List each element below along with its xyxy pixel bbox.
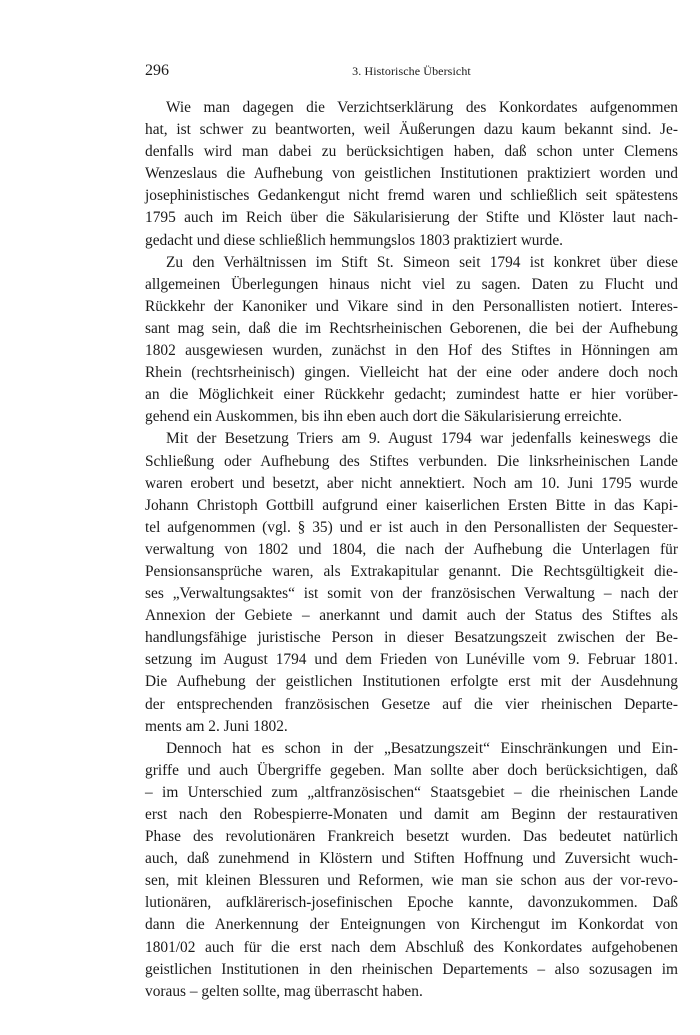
text-line: Die Aufhebung der geistlichen Institutionen erfolgte erst mit der Ausdehnung: [145, 673, 678, 691]
paragraph: [145, 97, 678, 252]
section-title: 3. Historische Übersicht: [352, 64, 471, 78]
text-line: Mit der Besetzung Triers am 9. August 1794 war jedenfalls keineswegs die: [166, 430, 678, 448]
text-line: allgemeinen Überlegungen hinaus nicht viel zu sagen. Daten zu Flucht und: [145, 275, 678, 293]
text-line: Johann Christoph Gottbill aufgrund einer kaiserlichen Ersten Bitte in das Kapi-: [145, 496, 678, 514]
text-line: voraus – gelten sollte, mag überrascht haben.: [145, 982, 423, 1000]
paragraph: [145, 738, 678, 1003]
running-head: [145, 62, 678, 84]
text-line: 1795 auch im Reich über die Säkularisierung der Stifte und Klöster laut nach-: [145, 209, 678, 227]
text-line: Wenzeslaus die Aufhebung von geistlichen Institutionen praktiziert worden und: [145, 165, 678, 183]
text-line: gedacht und diese schließlich hemmungslos 1803 praktiziert wurde.: [145, 231, 564, 249]
text-line: gehend ein Auskommen, bis ihn eben auch dort die Säkularisierung erreichte.: [145, 408, 622, 426]
text-line: denfalls wird man dabei zu berücksichtigen haben, daß schon unter Clemens: [145, 143, 678, 161]
text-line: 1801/02 auch für die erst nach dem Abschluß des Konkordates aufgehobenen: [145, 938, 678, 956]
text-line: waren erobert und besetzt, aber nicht annektiert. Noch am 10. Juni 1795 wurde: [145, 474, 678, 492]
text-line: Phase des revolutionären Frankreich besetzt wurden. Das bedeutet natürlich: [145, 828, 678, 846]
text-line: lutionären, aufklärerisch-josefinischen Epoche kannte, davonzukommen. Daß: [145, 894, 678, 912]
text-line: sen, mit kleinen Blessuren und Reformen, wie man sie schon aus der vor-revo-: [145, 872, 678, 890]
body-text: [145, 97, 678, 1003]
text-line: 1802 ausgewiesen wurden, zunächst in den Hof des Stiftes in Hönningen am: [145, 342, 678, 360]
text-line: handlungsfähige juristische Person in dieser Besatzungszeit zwischen der Be-: [145, 629, 678, 647]
text-line: – im Unterschied zum „altfranzösischen“ Staatsgebiet – die rheinischen Lande: [145, 783, 678, 801]
text-line: setzung im August 1794 und dem Frieden von Lunéville vom 9. Februar 1801.: [145, 651, 678, 669]
text-line: ments am 2. Juni 1802.: [145, 717, 288, 735]
text-line: erst nach den Robespierre-Monaten und damit am Beginn der restaurativen: [145, 806, 678, 823]
text-line: Dennoch hat es schon in der „Besatzungszeit“ Einschränkungen und Ein-: [166, 739, 678, 757]
text-line: griffe und auch Übergriffe gegeben. Man sollte aber doch berücksichtigen, daß: [145, 761, 678, 779]
text-line: Rhein (rechtsrheinisch) gingen. Vielleicht hat der eine oder andere doch noch: [145, 364, 678, 382]
text-line: der entsprechenden französischen Gesetze auf die vier rheinischen Departe-: [145, 695, 678, 713]
text-line: an die Möglichkeit einer Rückkehr gedacht; zumindest hatte er hier vorüber-: [145, 386, 678, 404]
text-line: tel aufgenommen (vgl. § 35) und er ist auch in den Personallisten der Sequester-: [145, 518, 678, 536]
text-line: dann die Anerkennung der Enteignungen von Kirchengut im Konkordat von: [145, 916, 678, 934]
paragraph: [145, 428, 678, 737]
text-line: verwaltung von 1802 und 1804, die nach der Aufhebung die Unterlagen für: [145, 540, 678, 558]
text-line: sant mag sein, daß die im Rechtsrheinischen Geborenen, die bei der Aufhebung: [145, 319, 678, 337]
paragraph: [145, 252, 678, 429]
text-line: Pensionsansprüche waren, als Extrakapitular genannt. Die Rechtsgültigkeit die-: [145, 562, 678, 580]
text-line: auch, daß zunehmend in Klöstern und Stiften Hoffnung und Zuversicht wuch-: [145, 850, 678, 868]
text-line: Schließung oder Aufhebung des Stiftes verbunden. Die linksrheinischen Lande: [145, 452, 678, 470]
text-line: Wie man dagegen die Verzichtserklärung des Konkordates aufgenommen: [166, 99, 678, 116]
text-line: geistlichen Institutionen in den rheinischen Departements – also sozusagen im: [145, 960, 678, 978]
text-line: Annexion der Gebiete – anerkannt und damit auch der Status des Stiftes als: [145, 607, 678, 625]
text-line: hat, ist schwer zu beantworten, weil Äußerungen dazu kaum bekannt sind. Je-: [145, 121, 678, 139]
book-page: [145, 62, 678, 1003]
text-line: ses „Verwaltungsaktes“ ist somit von der französischen Verwaltung – nach der: [145, 585, 678, 603]
text-line: Rückkehr der Kanoniker und Vikare sind in den Personallisten notiert. Interes-: [145, 297, 678, 315]
text-line: Zu den Verhältnissen im Stift St. Simeon seit 1794 ist konkret über diese: [166, 253, 678, 271]
page-number: 296: [145, 62, 169, 79]
text-line: josephinistisches Gedankengut nicht fremd waren und schließlich seit spätestens: [145, 187, 678, 205]
